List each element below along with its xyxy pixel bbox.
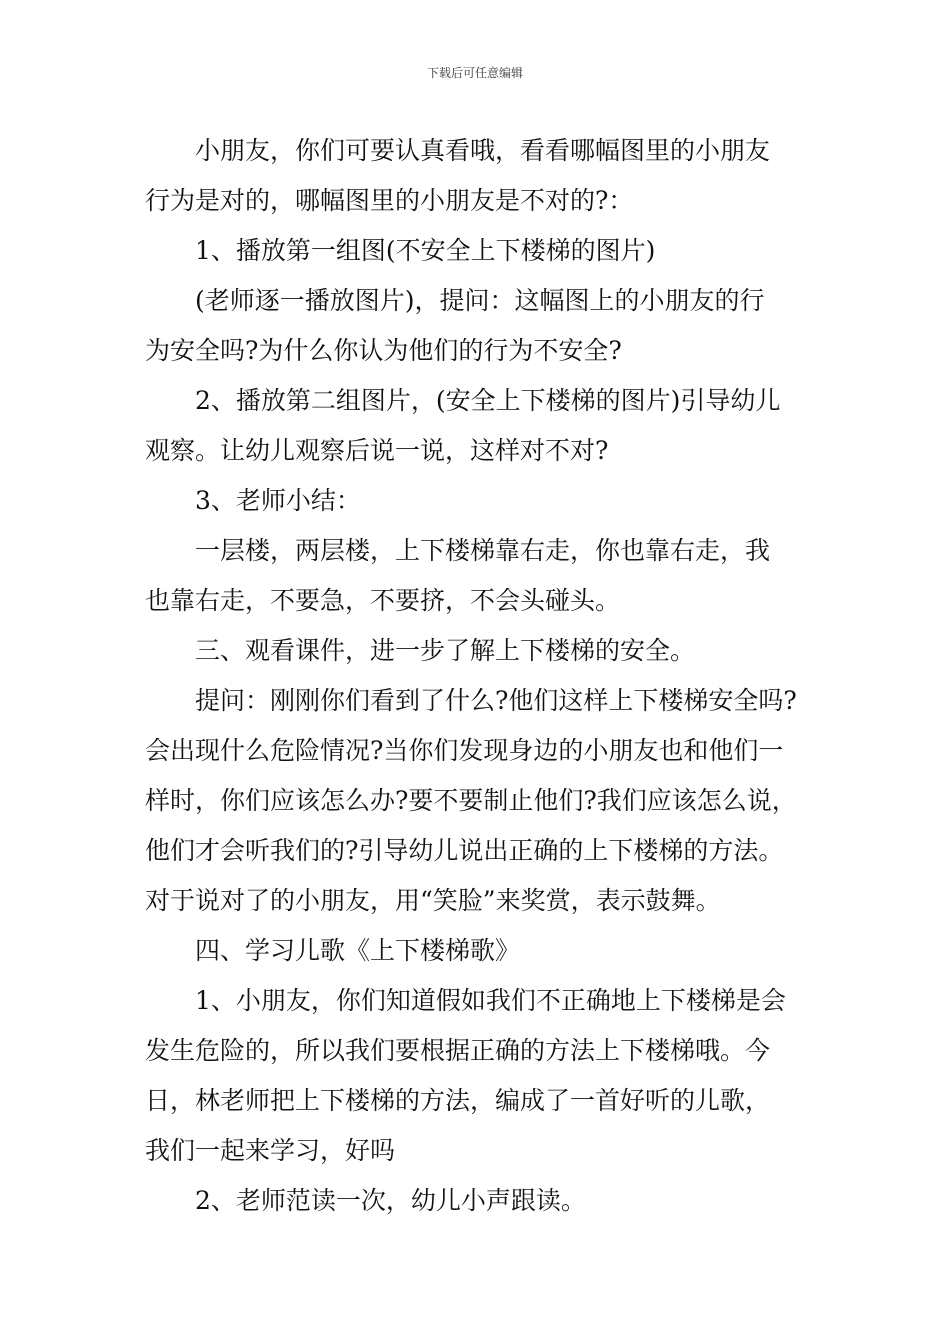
document-body — [145, 126, 815, 1226]
text-line: 观察。让幼儿观察后说一说，这样对不对? — [145, 436, 609, 465]
text-line: 发生危险的，所以我们要根据正确的方法上下楼梯哦。今 — [145, 1036, 771, 1065]
text-line: 我们一起来学习，好吗 — [145, 1136, 396, 1165]
text-line: 1、播放第一组图(不安全上下楼梯的图片) — [195, 236, 656, 265]
text-line: 1、小朋友，你们知道假如我们不正确地上下楼梯是会 — [195, 986, 786, 1015]
text-line: 一层楼，两层楼，上下楼梯靠右走，你也靠右走，我 — [195, 536, 771, 565]
text-line: 四、学习儿歌《上下楼梯歌》 — [195, 936, 521, 965]
text-line: 日，林老师把上下楼梯的方法，编成了一首好听的儿歌， — [145, 1086, 771, 1115]
text-line: 样时，你们应该怎么办?要不要制止他们?我们应该怎么说， — [145, 786, 797, 815]
text-line: 三、观看课件，进一步了解上下楼梯的安全。 — [195, 636, 696, 665]
text-line: 提问：刚刚你们看到了什么?他们这样上下楼梯安全吗? — [195, 686, 797, 715]
page-header: 下载后可任意编辑 — [426, 66, 523, 80]
text-line: (老师逐一播放图片)，提问：这幅图上的小朋友的行 — [195, 286, 765, 315]
text-line: 也靠右走，不要急，不要挤，不会头碰头。 — [145, 586, 621, 615]
text-line: 3、老师小结： — [195, 486, 361, 515]
text-line: 他们才会听我们的?引导幼儿说出正确的上下楼梯的方法。 — [145, 836, 784, 865]
text-line: 2、老师范读一次，幼儿小声跟读。 — [195, 1186, 586, 1215]
text-line: 会出现什么危险情况?当你们发现身边的小朋友也和他们一 — [145, 736, 784, 765]
text-line: 行为是对的，哪幅图里的小朋友是不对的?： — [145, 186, 634, 215]
text-line: 小朋友，你们可要认真看哦，看看哪幅图里的小朋友 — [195, 136, 771, 165]
text-line: 为安全吗?为什么你认为他们的行为不安全? — [145, 336, 622, 365]
text-line: 2、播放第二组图片，(安全上下楼梯的图片)引导幼儿 — [195, 386, 781, 415]
text-line: 对于说对了的小朋友，用“笑脸”来奖赏，表示鼓舞。 — [145, 886, 721, 915]
